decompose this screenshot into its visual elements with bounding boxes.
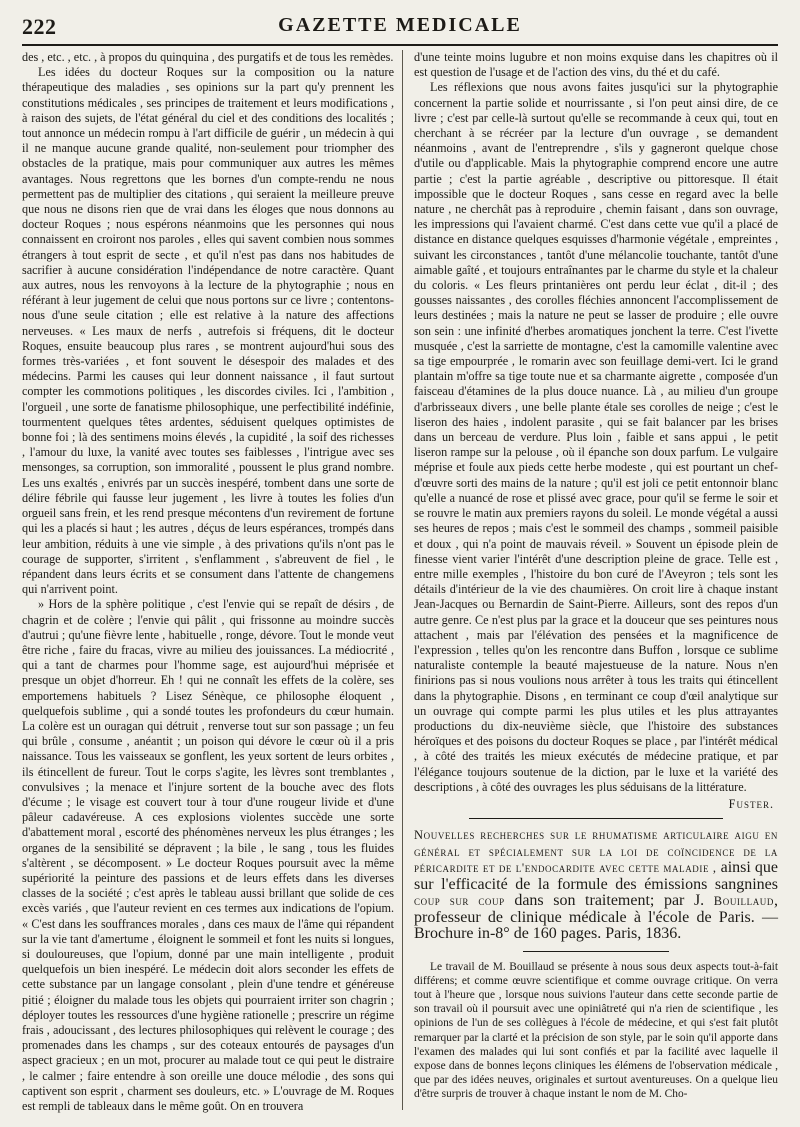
paragraph: d'une teinte moins lugubre et non moins exquise dans les chapitres où il est question de l'usage et de l'action des vins, du thé et du café. — [414, 50, 778, 80]
paragraph: » Hors de la sphère politique , c'est l'envie qui se repaît de désirs , de chagrin et de colère ; l'envie qui pâlit , qui frissonne au moindre succès d'autrui ; qu'une fièvre lente , habituelle , ronge, dévore. Tout le monde veut être riche , faire du fracas, vivre au milieu des jouissances. La médiocrité , qui a tant de charmes pour l'homme sage, est aujourd'hui méprisée et presque un objet d'horreur. Eh ! qui ne connaît les effets de la colère, ses emportemens habituels ? Lisez Sénèque, ce philosophe éloquent , quelquefois sublime , qui a sondé toutes les profondeurs du cœur humain. La colère est un ouragan qui détruit , renverse tout sur son passage ; un feu qui brûle , consume , anéantit ; un poison qui dévore le cœur où il a pris naissance. Tous les vaisseaux se gonflent, les yeux sortent de leurs orbites , ils étincellent de fureur. Tout le corps s'agite, les lèvres sont tremblantes , convulsives ; la menace et l'injure sortent de la bouche avec des flots d'écume ; le visage est couvert tour à tour d'une rougeur livide et d'une pâleur cadavéreuse. A ces explosions violentes succède une sorte d'abattement moral , escorté des phénomènes nerveux les plus étranges ; les organes de la sensibilité se dépravent ; la bile , le sang , tous les fluides s'altèrent , se décomposent. » Le docteur Roques poursuit avec la même supériorité la peinture des passions et de leurs effets dans les diverses classes de la société ; c'est après le tableau aussi brillant que solide de ces excès variés , que l'auteur revient en ces termes aux indications de l'opium. « C'est dans les souffrances morales , dans ces maux de l'âme qui répandent sur la vie tant d'amertume , éloignent le sommeil et font les nuits si longues, si douloureuses, que l'opium, donné par une main intelligente , produit quelquefois un bien inespéré. Le médecin doit alors seconder les effets de cette substance par un langage consolant , plein d'une tendre et généreuse pitié ; éloigner du malade tous les objets qui pourraient irriter son chagrin ; déployer toutes les ressources d'une hygiène rationelle ; prescrire un régime frais , adoucissant , des lectures philosophiques qui relèvent le courage ; des promenades dans les champs , sur des coteaux entourés de paysages d'un aspect gracieux ; en un mot, procurer au malade tout ce qui peut le distraire , le calmer ; faire entendre à son oreille une douce mélodie , des sons qui captivent son esprit , charment ses douleurs, etc. » L'ouvrage de M. Roques est rempli de tableaux dans le même goût. On en trouvera — [22, 597, 394, 1114]
header-rule — [22, 44, 778, 46]
article-heading — [414, 827, 778, 943]
journal-title: GAZETTE MEDICALE — [278, 14, 522, 36]
heading-text-part: ainsi que sur l'efficacité de la formule des émissions sangnines — [414, 859, 778, 893]
left-column — [22, 50, 394, 1114]
page-number: 222 — [22, 14, 57, 39]
article-author-signature: Fuster. — [728, 796, 774, 811]
heading-author-name: Bouillaud — [713, 894, 775, 909]
paragraph: Les réflexions que nous avons faites jusqu'ici sur la phytographie concernent la partie solide et nourrissante , si l'on peut ainsi dire, de ce livre ; c'est par celle-là surtout qu'elle se recommande à ceux qui, tout en cherchant à se récréer par la lecture d'un ouvrage , se demandent néanmoins , avant de l'entreprendre , s'ils y gagneront quelque chose d'utile ou d'applicable. Mais la phytographie comprend encore une autre partie ; c'est la partie agréable , descriptive ou pittoresque. Il était impossible que le docteur Roques , sans cesse en regard avec la belle nature , ne cherchât pas à reproduire , chemin faisant , dans son ouvrage, les impressions qui l'avaient charmé. C'est dans cette vue qu'il a placé de distance en distance quelques esquisses d'harmonie végétale , empreintes , suivant les circonstances , tantôt d'une mélancolie touchante, tantôt d'une aimable gaîté , et toujours entraînantes par le charme du style et la chaleur du coloris. « Les fleurs printanières ont perdu leur éclat , dit-il ; des gousses naissantes , des corolles fléchies annoncent l'accomplissement de leurs destinées ; mais la nature ne peut se lasser de produire ; elle ouvre son sein : une infinité d'herbes aromatiques jonchent la terre. C'est l'ivette musquée , c'est la sarriette de montagne, c'est la camomille valentine avec sa tige empourprée , le romarin avec son feuillage demi-vert. Ici le grand plantain m'offre sa tige toute nue et sa charmante aigrette , composée d'un faisceau d'étamines de la plus douce nuance. Là , au milieu d'un groupe d'arbrisseaux divers , une belle plante étale ses corolles de neige ; c'est le liseron des haies , indolent parasite , qui se fait balancer par les brises dans un berceau de verdure. Plus loin , faible et sans appui , le petit liseron rampe sur la pelouse , où il épanche son doux parfum. Le vulgaire méprise et foule aux pieds cette herbe modeste , qui est pourtant un chef-d'œuvre sorti des mains de la nature ; qu'il est joli ce petit entonnoir blanc qu'elle a nuancé de rose et plissé avec grace, pour qu'il se ferme le soir et se rouvre le matin aux premiers rayons du soleil. Le monde végétal a aussi ses heures de repos ; mais c'est le sommeil des champs , sommeil paisible et doux , qui n'a point de mauvais réveil. » Souvent un épisode plein de finesse vient varier l'intérêt d'une description pleine de grace. Telle est , entre mille exemples , l'histoire du bon curé de l'Aveyron ; tels sont les détails d'intérieur de la vie des chaumières. On croit lire à chaque instant Jean-Jacques ou Bernardin de Saint-Pierre. Ailleurs, sont des repos d'un autre genre. Ce n'est plus par la grace et la douceur que ses peintures nous attachent , mais par l'élévation des pensées et la magnificence de l'expression , telles qu'on les rencontre dans Buffon , lorsque ce sublime naturaliste contemple la beauté majestueuse de la nature. Nous n'en finirions pas si nous voulions nous arrêter à tous les traits qui étincellent dans la phytographie. Disons , en terminant ce coup d'œil analytique sur un ouvrage qui compte parmi les plus utiles et les plus attrayantes productions du dix-neuvième siècle, que l'histoire des substances héroïques et des poisons du docteur Roques se place , par l'intérêt médical , à côté des traités les mieux exécutés de médecine pratique, et par l'élégance toujours soutenue de la diction, par le luxe et la variété des descriptions , à côté des ouvrages les plus séduisans de la littérature. — [414, 80, 778, 794]
paragraph: Les idées du docteur Roques sur la composition ou la nature thérapeutique des maladies , ses opinions sur la part qu'y prennent les constitutions médicales , ses principes de traitement et leurs modifications , à raison des sujets, de l'état général du ciel et des conditions des localités ; tout annonce un médecin rompu à l'art difficile de guérir , un médecin à qui il ne manque aucune grande qualité, non-seulement pour triompher des obstacles de la pratique, mais pour communiquer aux autres les mêmes avantages. Nous regrettons que les bornes d'un compte-rendu ne nous permettent pas de multiplier des citations , qui seraient la meilleure preuve que nous ne disons rien que de vrai dans les éloges que nous donnons au docteur Roques ; nous espérons néanmoins que les personnes qui nous connaissent en croiront nos paroles , elles qui savent combien nous sommes étrangers à tout esprit de secte , et qu'il n'est pas dans nos habitudes de sacrifier à aucune considération l'indépendance de notre caractère. Quant aux autres, nous les renvoyons à la lecture de la phytographie ; nous en référant à leur jugement de celui que nous portons sur ce livre ; contentons-nous d'une seule citation ; elle est relative à la nature des affections nerveuses. « Les maux de nerfs , autrefois si fréquens, dit le docteur Roques, ensuite beaucoup plus rares , se montrent aujourd'hui sous des formes très-variées , et font souvent le désespoir des malades et des médecins. Parmi les causes qui leur donnent naissance , il faut surtout compter les commotions politiques , les discordes civiles. Ici , l'ambition , l'orgueil , une sorte de fanatisme philosophique, une perfectibilité indéfinie, tourmentent quelques têtes ardentes, séduisent quelques optimistes de bonne foi ; là des sentimens moins élevés , la cupidité , la soif des richesses , l'amour du luxe, la vanité avec toutes ses faiblesses , l'intrigue avec ses mensonges, sa corruption, son immoralité , poussent le plus grand nombre. Les uns exaltés , enivrés par un succès inespéré, tombent dans une sorte de délire fébrile qui fausse leur jugement , les livre à toutes les folies d'un orgueil sans frein, et les rend presque mécontens d'un revirement de fortune qui les a placés si haut ; les autres , déçus de leurs espérances, trompés dans leur ambition, réduits à une vie simple , à des privations qu'ils n'ont pas le courage de supporter, s'irritent , s'enflamment , s'abreuvent de fiel , le répandent dans leurs écrits et se consument dans l'attente de changemens qui n'arrivent point. — [22, 65, 394, 597]
page-header — [22, 14, 778, 42]
heading-caps-part: Nouvelles recherches sur le rhumatisme articulaire aigu en général et spécialement sur la loi de coïncidence de la péricardite et de l'endocardite avec cette maladie , — [414, 828, 778, 876]
heading-caps-part: coup sur coup — [414, 894, 505, 909]
heading-text-part: , professeur de clinique médicale à l'école de Paris. — Brochure in-8° de 160 pages. Paris, 1836. — [414, 892, 779, 943]
column-divider — [402, 50, 403, 1110]
article-body — [414, 960, 778, 1102]
article-divider — [523, 951, 669, 952]
heading-text-part: dans son traitement; par J. — [504, 892, 714, 910]
right-column — [414, 50, 778, 1102]
paragraph: des , etc. , etc. , à propos du quinquina , des purgatifs et de tous les remèdes. — [22, 50, 394, 64]
section-divider — [469, 818, 724, 819]
paragraph: Le travail de M. Bouillaud se présente à nous sous deux aspects tout-à-fait différens; et comme œuvre scientifique et comme ouvrage critique. On verra tout à l'heure que , lorsque nous suivions l'auteur dans cette seconde partie de son travail où il poursuit avec une opiniâtreté qui n'a rien de scientifique , les opinions de l'un de ses collègues à l'école de médecine, et qui s'est fait plutôt remarquer par la clarté et la précision de son style, par le soin qu'il apporte dans l'examen des malades qui lui sont confiés et par la facilité avec laquelle il expose dans de bonnes leçons cliniques les élémens de l'observation médicale , que par des idées neuves, originales et surtout aventureuses. On a quelque lieu d'être surpris de trouver à chaque instant le nom de M. Cho- — [414, 960, 778, 1101]
